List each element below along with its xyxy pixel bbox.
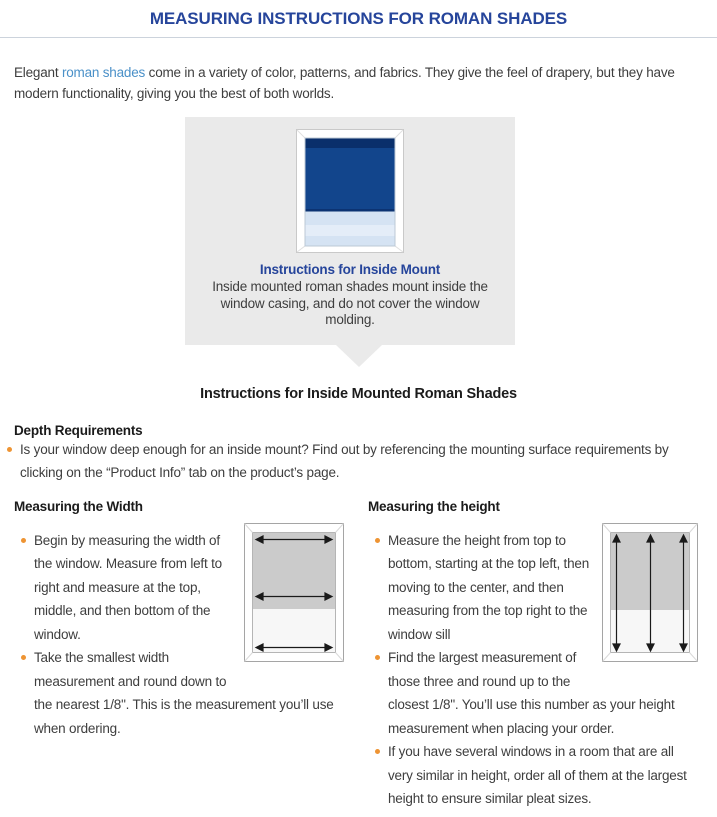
intro-text-after: come in a variety of color, patterns, and fabrics. They give the feel of drapery, but they have modern functionality, giving you the best of both worlds. [14, 65, 675, 101]
height-bullet-1: Measure the height from top to bottom, starting at the top left, then moving to the center, and then measuring from the top right to the window sill [368, 529, 698, 647]
page-title: MEASURING INSTRUCTIONS FOR ROMAN SHADES [149, 9, 568, 28]
roman-shade-image [296, 129, 404, 253]
measuring-width-list [14, 529, 344, 741]
depth-bullet: Is your window deep enough for an inside mount? Find out by referencing the mounting surface requirements by clicking on the “Product Info” tab on the product’s page. [0, 438, 684, 485]
intro-text-before: Elegant [14, 65, 62, 80]
inside-mount-callout [0, 117, 717, 367]
width-bullet-2: Take the smallest width measurement and round down to the nearest 1/8". This is the measurement you’ll use when ordering. [14, 646, 344, 740]
inside-mount-link[interactable]: Instructions for Inside Mount [259, 262, 441, 277]
measuring-height-heading: Measuring the height [368, 498, 500, 514]
width-bullet-1: Begin by measuring the width of the window. Measure from left to right and measure at the top, middle, and then bottom of the window. [14, 529, 344, 647]
callout-box [185, 117, 515, 345]
depth-requirements-list [0, 438, 684, 485]
depth-requirements-heading: Depth Requirements [14, 422, 143, 438]
measuring-width-column [14, 498, 344, 811]
measuring-height-list [368, 529, 698, 811]
inside-mount-caption: Inside mounted roman shades mount inside the window casing, and do not cover the window molding. [212, 279, 488, 327]
title-divider [0, 37, 717, 38]
callout-pointer-icon [336, 345, 382, 367]
measuring-width-heading: Measuring the Width [14, 498, 143, 514]
intro-paragraph [14, 62, 703, 104]
measuring-columns [14, 498, 717, 811]
inside-mounted-heading: Instructions for Inside Mounted Roman Shades [200, 385, 517, 402]
measuring-height-column [368, 498, 698, 811]
height-bullet-2: Find the largest measurement of those three and round up to the closest 1/8". You’ll use this number as your height measurement when placing your order. [368, 646, 698, 740]
roman-shades-link[interactable]: roman shades [61, 65, 146, 80]
height-bullet-3: If you have several windows in a room that are all very similar in height, order all of them at the largest height to ensure similar pleat sizes. [368, 740, 698, 811]
